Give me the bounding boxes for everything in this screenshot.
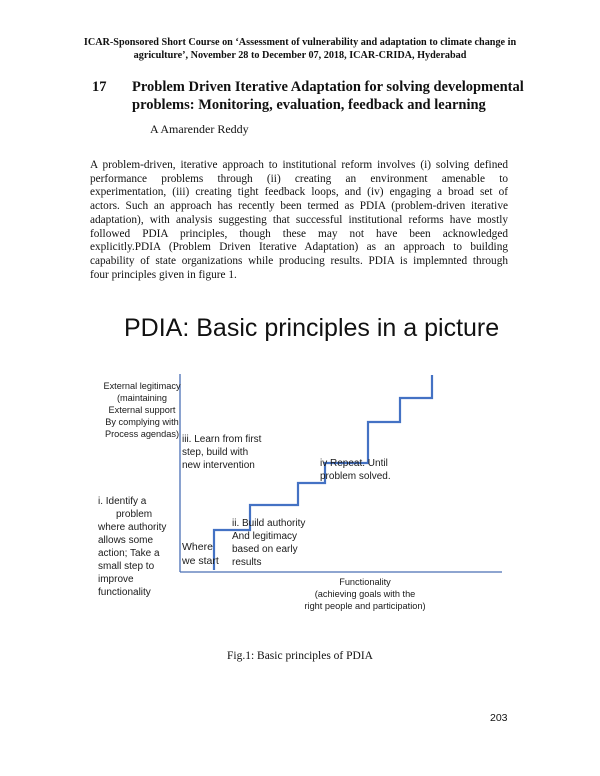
y-label-line: Process agendas) — [104, 429, 180, 439]
x-label-line: right people and participation) — [304, 601, 426, 611]
step-iv-line: problem solved. — [320, 471, 391, 482]
y-axis-label — [103, 381, 181, 439]
start-label-line: we start — [182, 555, 219, 567]
pdia-figure — [70, 300, 540, 630]
step-iii-label — [182, 434, 262, 471]
step-ii-line: And legitimacy — [232, 531, 298, 542]
header-line-2: agriculture’, November 28 to December 07, 2018, ICAR-CRIDA, Hyderabad — [133, 50, 467, 61]
step-i-line: small step to — [98, 561, 155, 572]
y-label-line: External support — [108, 405, 176, 415]
step-i-line: functionality — [98, 587, 151, 598]
step-iv-label — [320, 458, 391, 482]
running-header — [60, 36, 540, 62]
step-iv-line: iv Repeat. Until — [320, 458, 388, 469]
step-iii-line: iii. Learn from first — [182, 434, 262, 445]
body-line: experimentation, (iii) creating tight feedback loops, and (iv) engaging a broad set of — [90, 186, 508, 199]
chapter-title-line-1: Problem Driven Iterative Adaptation for solving developmental — [132, 79, 524, 95]
step-ii-line: based on early — [232, 544, 298, 555]
step-iii-line: new intervention — [182, 460, 255, 471]
x-axis-label — [304, 577, 425, 611]
x-label-line: Functionality — [339, 577, 391, 587]
body-line: performance problems through (ii) creating an environment amenable to — [90, 172, 508, 185]
x-label-line: (achieving goals with the — [314, 589, 416, 599]
step-ii-line: results — [232, 557, 262, 568]
y-label-line: External legitimacy — [103, 381, 181, 391]
y-label-line: By complying with — [105, 417, 179, 427]
step-i-line: improve — [98, 574, 134, 585]
chapter-title — [132, 78, 532, 114]
start-label-line: Where — [182, 541, 213, 553]
step-ii-label — [232, 518, 305, 568]
body-line: followed PDIA principles, though these may not have been acknowledged — [90, 227, 508, 240]
figure-caption: Fig.1: Basic principles of PDIA — [227, 650, 373, 662]
body-line: explicitly.PDIA (Problem Driven Iterative Adaptation) as an approach to building — [90, 241, 508, 254]
step-i-line: i. Identify a — [98, 496, 147, 507]
step-i-line: action; Take a — [98, 548, 160, 559]
body-line: adaptation), with analysis suggesting that successful institutional reforms have mostly — [90, 213, 508, 226]
step-i-label — [97, 496, 166, 598]
author-name: A Amarender Reddy — [150, 122, 249, 136]
step-iii-line: step, build with — [182, 447, 249, 458]
step-ii-line: ii. Build authority — [232, 518, 306, 529]
step-i-line: where authority — [98, 522, 167, 533]
chapter-title-line-2: problems: Monitoring, evaluation, feedback and learning — [132, 97, 486, 113]
page-number: 203 — [490, 712, 508, 724]
header-line-1: ICAR-Sponsored Short Course on ‘Assessment of vulnerability and adaptation to climate change in — [83, 37, 517, 48]
step-i-line: problem — [116, 509, 153, 520]
body-line: actors. Such an approach has recently been termed as PDIA (problem-driven iterative — [90, 200, 508, 213]
chapter-number: 17 — [92, 79, 107, 95]
body-line: capability of state organizations while producing results. PDIA is implemnted through — [90, 254, 508, 267]
step-i-line: allows some — [98, 535, 154, 546]
figure-title: PDIA: Basic principles in a picture — [124, 314, 500, 342]
pdia-diagram — [70, 300, 540, 630]
y-label-line: (maintaining — [116, 393, 168, 403]
body-line: four principles given in figure 1. — [90, 268, 237, 281]
body-line: A problem-driven, iterative approach to institutional reform involves (i) solving defined — [90, 159, 508, 171]
body-paragraph — [90, 159, 508, 282]
